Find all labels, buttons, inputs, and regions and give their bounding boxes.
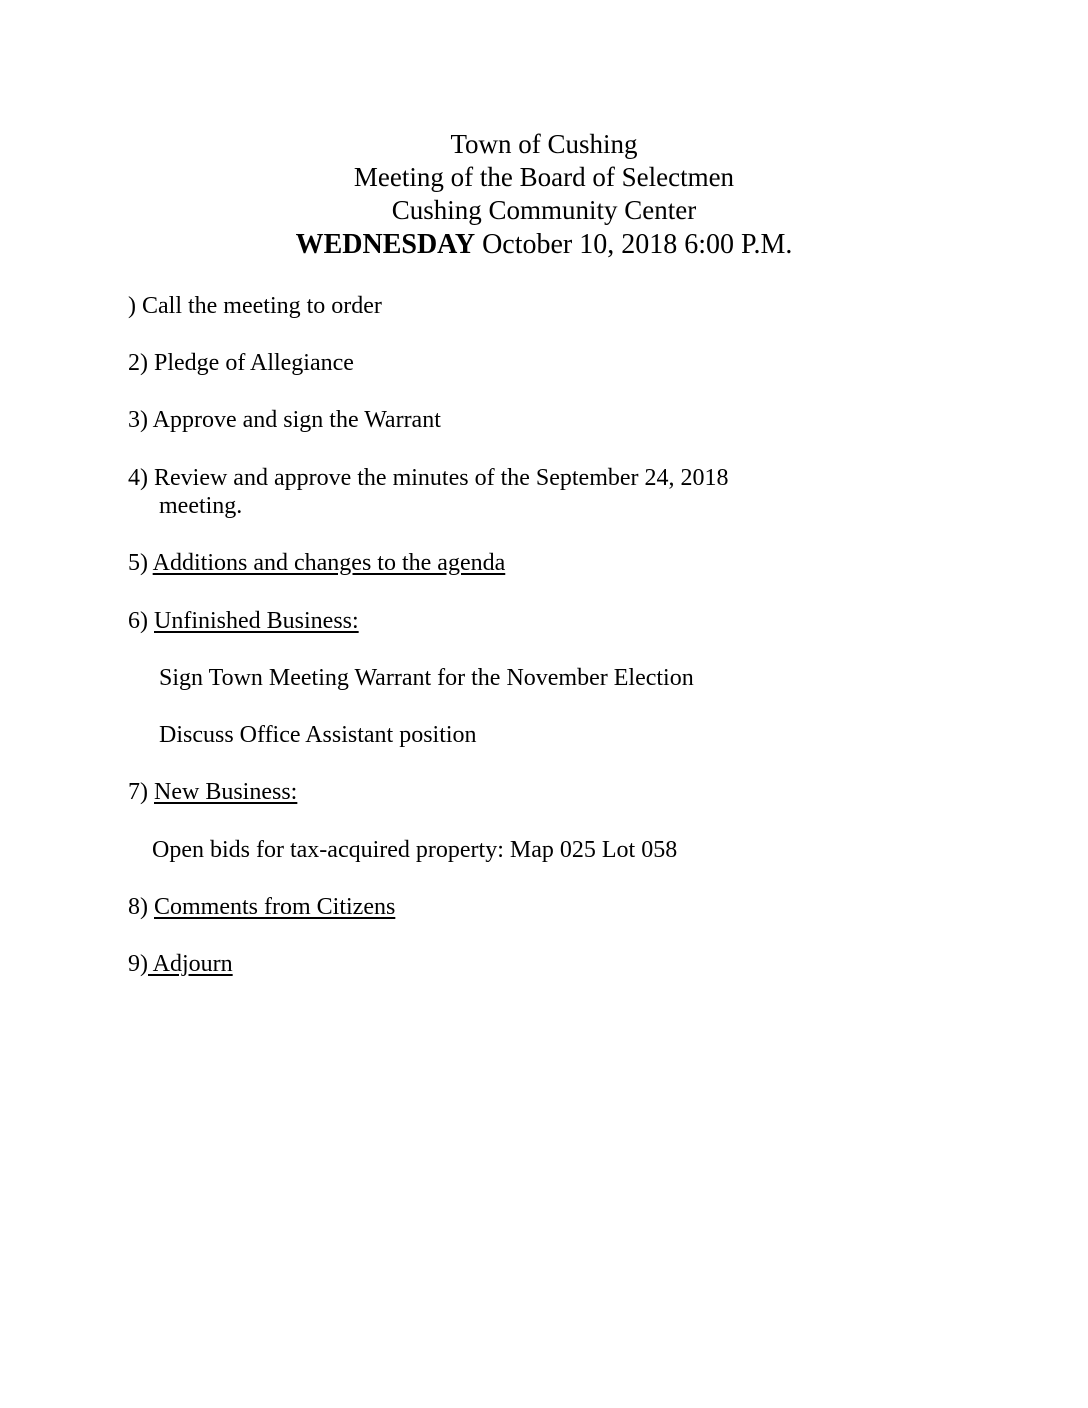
agenda-item-8 xyxy=(128,893,395,922)
agenda-item-6-heading: Unfinished Business: xyxy=(154,608,359,634)
agenda-item-6-number: 6) xyxy=(128,608,154,634)
agenda-item-9-heading: Adjourn xyxy=(148,951,233,977)
meeting-date-line xyxy=(0,229,1088,261)
agenda-item-6-subitem-1: Sign Town Meeting Warrant for the November Election xyxy=(159,665,694,691)
meeting-weekday: WEDNESDAY xyxy=(295,229,476,260)
agenda-item-4-continued: meeting. xyxy=(159,493,243,519)
meeting-title: Meeting of the Board of Selectmen xyxy=(353,162,735,192)
agenda-item-9-number: 9) xyxy=(128,951,148,977)
agenda-item-6-subitem-2: Discuss Office Assistant position xyxy=(159,722,477,748)
agenda-item-5-number: 5) xyxy=(128,550,153,576)
agenda-item-8-number: 8) xyxy=(128,894,154,920)
agenda-item-7-number: 7) xyxy=(128,779,154,805)
agenda-item-2: 2) Pledge of Allegiance xyxy=(128,350,354,376)
meeting-location: Cushing Community Center xyxy=(391,195,697,225)
agenda-item-7 xyxy=(128,778,297,807)
agenda-item-5-heading: Additions and changes to the agenda xyxy=(152,550,506,576)
agenda-item-9 xyxy=(128,950,233,979)
agenda-item-3: 3) Approve and sign the Warrant xyxy=(128,407,441,433)
meeting-datetime: October 10, 2018 6:00 P.M. xyxy=(482,229,793,260)
agenda-item-5 xyxy=(128,549,505,578)
agenda-item-8-heading: Comments from Citizens xyxy=(154,894,396,920)
agenda-item-6 xyxy=(128,607,359,636)
agenda-item-7-subitem-1: Open bids for tax-acquired property: Map 025 Lot 058 xyxy=(152,837,678,863)
agenda-item-7-heading: New Business: xyxy=(154,779,298,805)
agenda-item-1: ) Call the meeting to order xyxy=(128,293,382,319)
town-name: Town of Cushing xyxy=(450,129,638,159)
agenda-item-4: 4) Review and approve the minutes of the September 24, 2018 xyxy=(128,465,729,491)
